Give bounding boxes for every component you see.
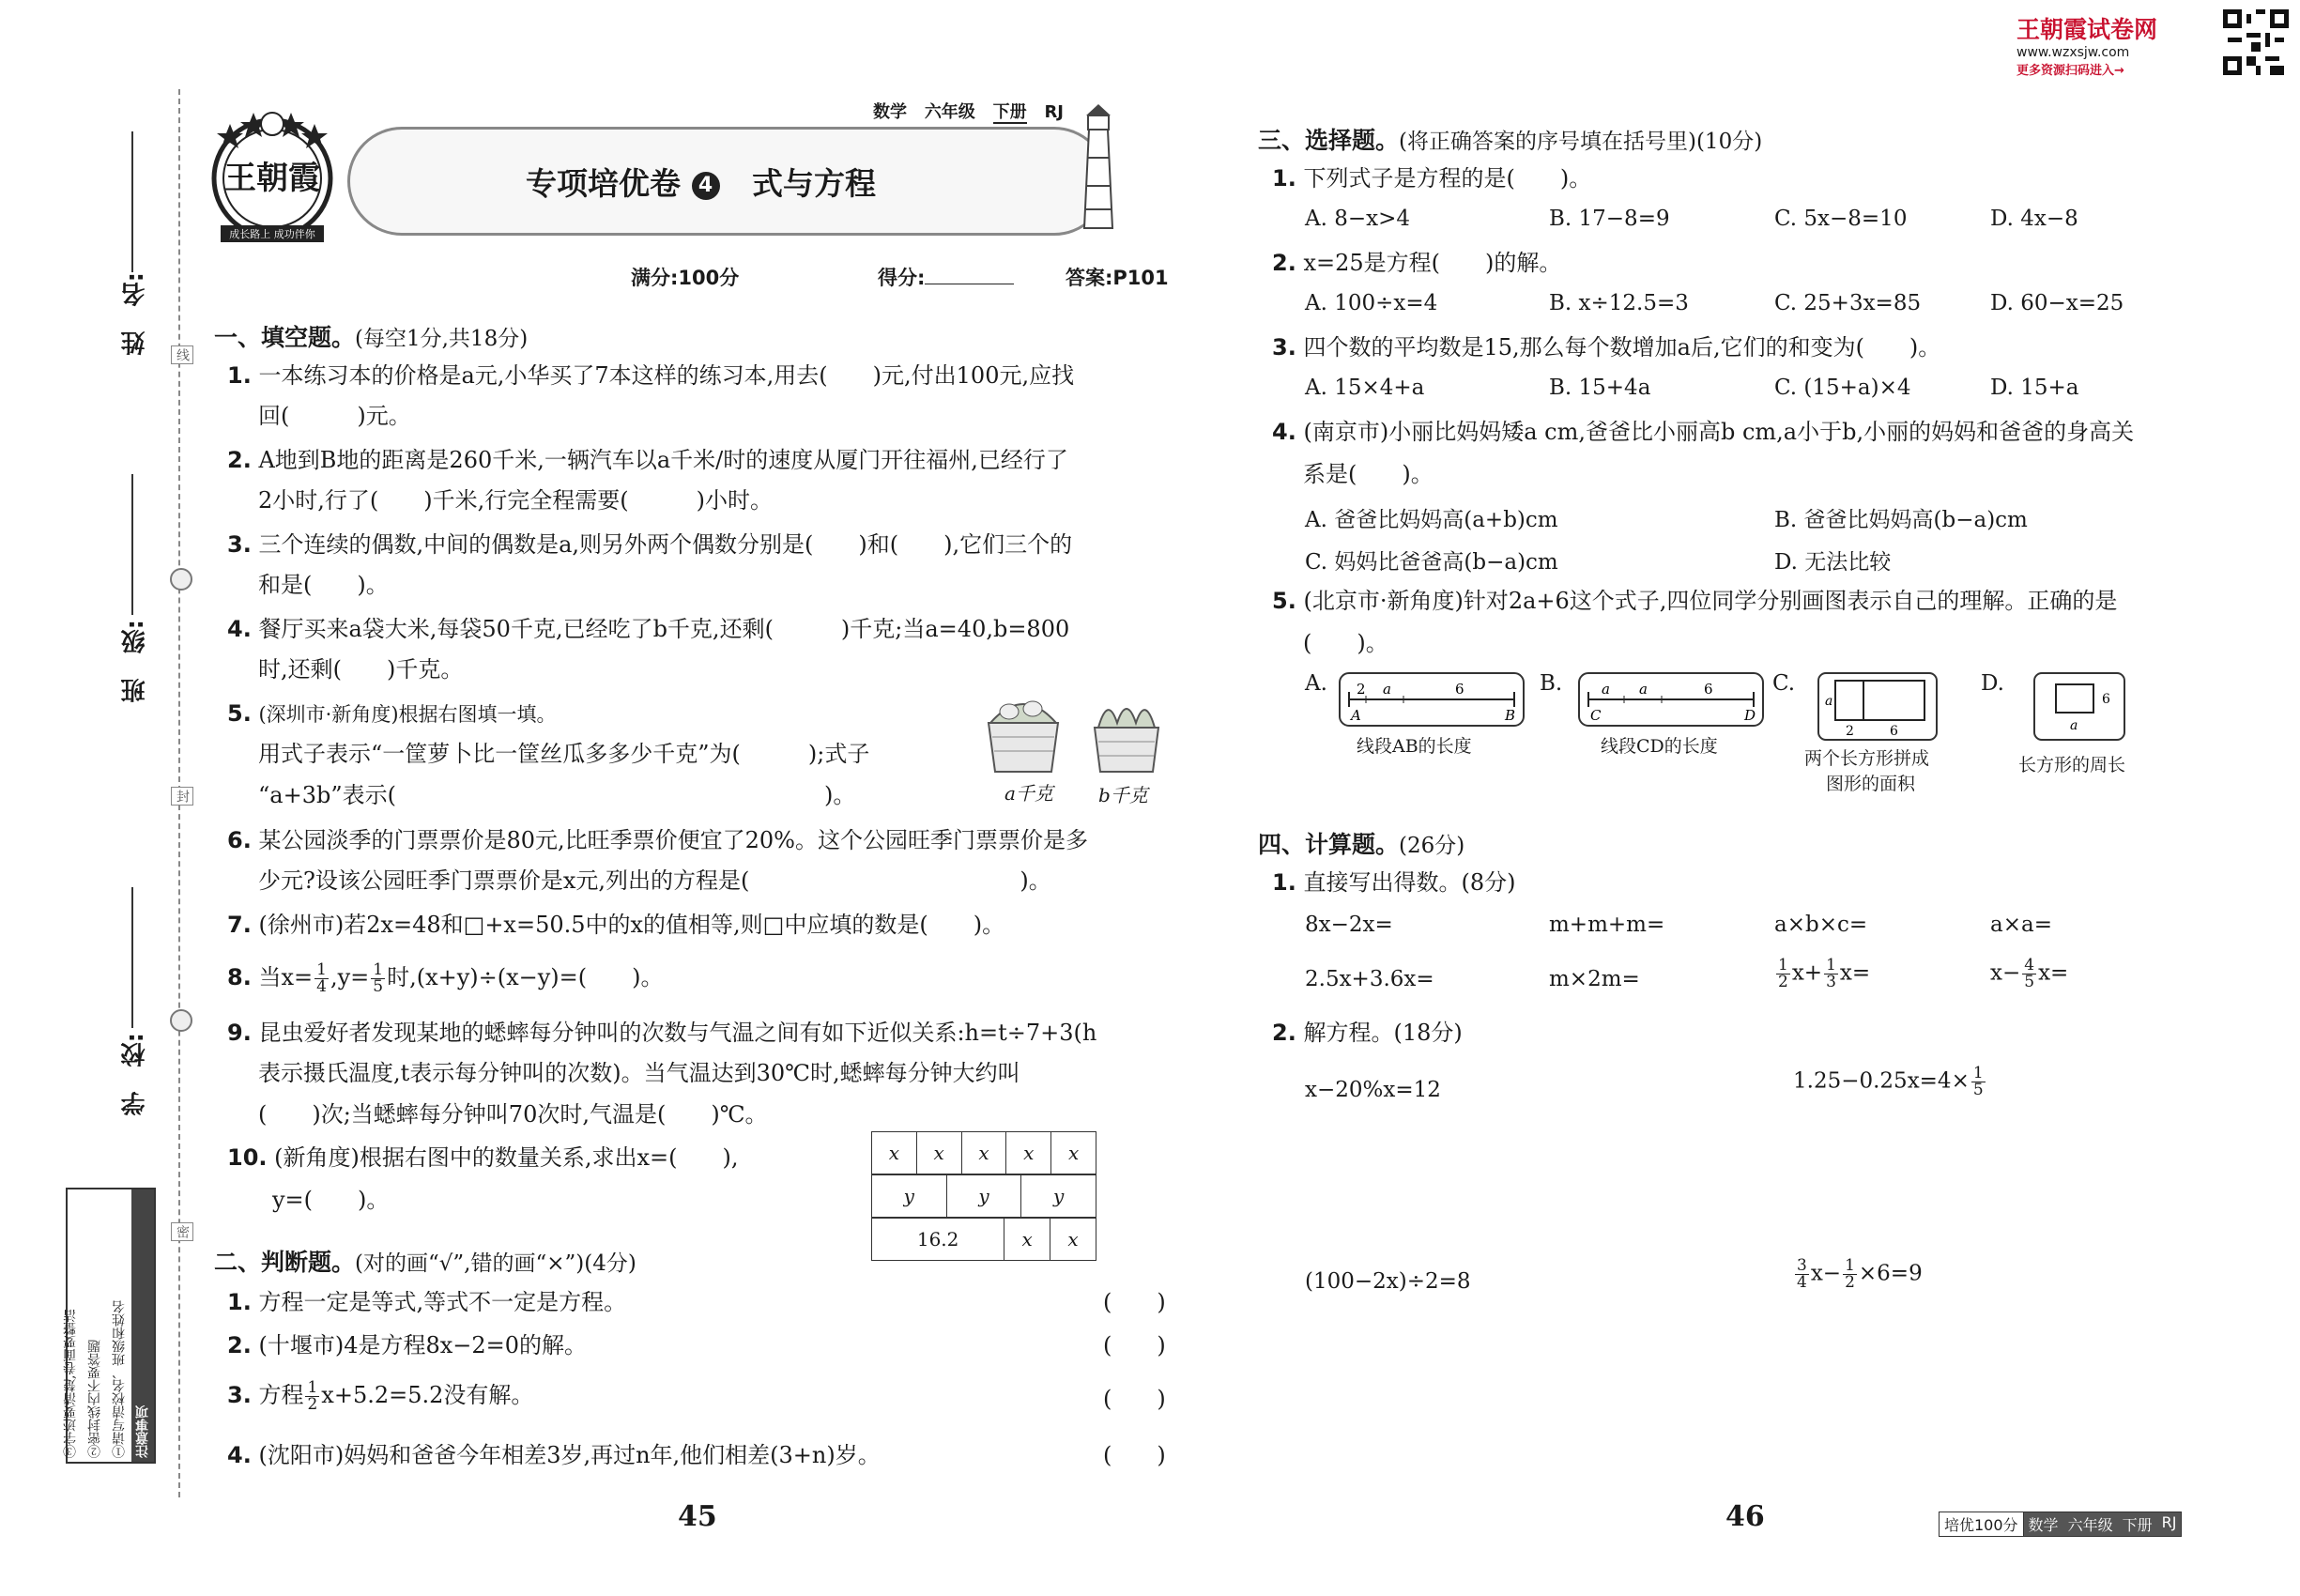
p2-q2: 2. (十堰市)4是方程8x−2=0的解。	[227, 1332, 588, 1358]
p3-q2-opt-d[interactable]: D. 60−x=25	[1990, 291, 2124, 315]
brand-name: 王朝霞试卷网	[2016, 16, 2158, 43]
footer-edition: RJ	[2157, 1512, 2182, 1536]
q10-grid	[871, 1131, 1096, 1174]
equation-4	[1793, 1258, 1923, 1291]
lighthouse-icon	[1075, 101, 1122, 237]
denominator: 2	[1778, 973, 1788, 991]
basket-a-image	[981, 685, 1066, 778]
calc-1: 8x−2x=	[1305, 913, 1393, 937]
p2-q1-text: 方程一定是等式,等式不一定是方程。	[258, 1289, 627, 1315]
numerator: 4	[2024, 956, 2035, 974]
p4-sub1: 1. 直接写出得数。(8分)	[1272, 869, 1516, 896]
p1-q1-line1: 1. 一本练习本的价格是a元,小华买了7本这样的练习本,用去( )元,付出100元,应找	[227, 362, 1075, 389]
p4-sub2-text: 解方程。(18分)	[1303, 1020, 1463, 1046]
p2-q4-text: (沈阳市)妈妈和爸爸今年相差3岁,再过n年,他们相差(3+n)岁。	[258, 1442, 881, 1468]
calc-7: $\frac{1}{2}$ x+ $\frac{1}{3}$ x=	[1778, 956, 1871, 991]
footer-grade: 六年级	[2063, 1512, 2118, 1536]
p1-q6-line1: 6. 某公园淡季的门票票价是80元,比旺季票价便宜了20%。这个公园旺季门票票价是多	[227, 827, 1088, 853]
numerator: 1	[1845, 1256, 1855, 1275]
fraction	[1776, 958, 1790, 990]
p3-q3-opt-b[interactable]: B. 15+4a	[1549, 376, 1651, 400]
p3-q1-opt-b[interactable]: B. 17−8=9	[1549, 207, 1670, 231]
part1-note: (每空1分,共18分)	[355, 327, 529, 351]
calc-4: a×a=	[1990, 913, 2052, 937]
svg-text:a: a	[2070, 718, 2078, 733]
svg-text:6: 6	[1890, 724, 1898, 739]
p1-q9-line1: 9. 昆虫爱好者发现某地的蟋蟀每分钟叫的次数与气温之间有如下近似关系:h=t÷7+3(h	[227, 1020, 1097, 1046]
p1-q3a: 三个连续的偶数,中间的偶数是a,则另外两个偶数分别是( )和( ),它们三个的	[258, 531, 1073, 558]
part1-title: 一、填空题。	[214, 324, 356, 351]
p3-q3-opt-c[interactable]: C. (15+a)×4	[1774, 376, 1911, 400]
p1-q9c: ( )次;当蟋蟀每分钟叫70次时,气温是( )℃。	[258, 1101, 768, 1128]
equation-3: (100−2x)÷2=8	[1305, 1269, 1471, 1294]
fraction	[305, 1380, 319, 1413]
title-main: 专项培优卷	[526, 165, 681, 202]
fraction	[1843, 1258, 1857, 1291]
fig-a-caption: 线段AB的长度	[1357, 736, 1472, 757]
p3-q3-opt-a[interactable]: A. 15×4+a	[1305, 376, 1425, 400]
meta-subject: 数学	[873, 102, 907, 122]
meta-volume: 下册	[992, 102, 1027, 122]
p1-q5c: “a+3b”表示( )。	[258, 782, 856, 808]
score-blank[interactable]	[925, 265, 1014, 284]
grid-cell: y	[946, 1175, 1021, 1218]
grid-cell: x	[872, 1132, 917, 1174]
numerator: 1	[1826, 956, 1836, 974]
logo	[202, 105, 343, 246]
p1-q7: 7. (徐州市)若2x=48和□+x=50.5中的x的值相等,则□中应填的数是( )。	[227, 912, 1005, 938]
p1-q1b: 回( )元。	[258, 403, 411, 429]
svg-text:C: C	[1590, 707, 1602, 724]
p1-q5b: 用式子表示“一筐萝卜比一筐丝瓜多多少千克”为( );式子	[258, 741, 870, 767]
p3-q1-opt-a[interactable]: A. 8−x>4	[1305, 207, 1411, 231]
name-line	[131, 131, 133, 272]
fraction	[371, 962, 385, 995]
p1-q3-line1: 3. 三个连续的偶数,中间的偶数是a,则另外两个偶数分别是( )和( ),它们三个的	[227, 531, 1073, 558]
denominator: 2	[307, 1395, 318, 1414]
denominator: 5	[1972, 1081, 1984, 1099]
school-line	[131, 887, 133, 1028]
p3-q5-line1: 5. (北京市·新角度)针对2a+6这个式子,四位同学分别画图表示自己的理解。正确的是	[1272, 588, 2118, 614]
denominator: 5	[2024, 973, 2035, 991]
p1-q4a: 餐厅买来a袋大米,每袋50千克,已经吃了b千克,还剩( )千克;当a=40,b=800	[258, 616, 1070, 642]
p3-q1: 1. 下列式子是方程的是( )。	[1272, 165, 1592, 192]
numerator: 1	[307, 1378, 318, 1397]
p3-q4-line1: 4. (南京市)小丽比妈妈矮a cm,爸爸比小丽高b cm,a小于b,小丽的妈妈和爸爸的身高关	[1272, 419, 2135, 445]
qr-code[interactable]	[2223, 9, 2289, 75]
fig-d-caption: 长方形的周长	[2018, 755, 2126, 775]
footer-tag	[1939, 1512, 2182, 1537]
class-line	[131, 474, 133, 615]
p3-q2-text: x=25是方程( )的解。	[1303, 250, 1562, 276]
p1-q5a: (深圳市·新角度)根据右图填一填。	[258, 703, 557, 726]
meta-edition: RJ	[1044, 102, 1064, 122]
p2-q2-text: (十堰市)4是方程8x−2=0的解。	[258, 1332, 588, 1358]
svg-text:6: 6	[1455, 681, 1464, 698]
equation-1: x−20%x=12	[1305, 1078, 1441, 1102]
p3-q4-opt-d[interactable]: D. 无法比较	[1774, 550, 1892, 575]
p3-q4-opt-c[interactable]: C. 妈妈比爸爸高(b−a)cm	[1305, 550, 1558, 575]
p2-q3-pre: 方程	[258, 1382, 304, 1408]
part1-heading	[214, 319, 528, 353]
fraction	[1795, 1258, 1809, 1291]
denominator: 4	[1797, 1273, 1807, 1292]
svg-text:B: B	[1505, 707, 1516, 724]
p1-q9b: 表示摄氏温度,t表示每分钟叫的次数)。当气温达到30℃时,蟋蟀每分钟大约叫	[258, 1060, 1020, 1086]
grid-cell-total: 16.2	[872, 1219, 1004, 1261]
svg-text:a: a	[1825, 694, 1833, 709]
fig-d-rectangle	[2032, 671, 2126, 745]
p2-q4-bracket[interactable]: ( )	[1103, 1442, 1166, 1468]
page-title	[526, 160, 876, 204]
footer-subject: 数学	[2024, 1512, 2063, 1536]
part3-title: 三、选择题。	[1258, 127, 1400, 154]
denominator: 3	[1826, 973, 1836, 991]
p3-q1-text: 下列式子是方程的是( )。	[1303, 165, 1592, 192]
part4-heading	[1258, 826, 1464, 860]
notice-title: 注意事项	[131, 1189, 154, 1462]
p3-q1-opt-c[interactable]: C. 5x−8=10	[1774, 207, 1908, 231]
calc-6: m×2m=	[1549, 967, 1640, 991]
header-meta	[873, 99, 1064, 123]
p3-q2-opt-b[interactable]: B. x÷12.5=3	[1549, 291, 1689, 315]
p1-q8-mid: ,y=	[330, 964, 370, 990]
binding-tag-secret: 密	[171, 1222, 193, 1241]
p1-q8: 8. 当x= $\frac{1}{4}$ ,y= $\frac{1}{5}$ 时,(x+y)÷(x−y)=( )。	[227, 960, 664, 996]
class-label: 班 级:	[121, 620, 149, 703]
equation-2-pre: 1.25−0.25x=4×	[1793, 1068, 1970, 1094]
p3-q3-text: 四个数的平均数是15,那么每个数增加a后,它们的和变为( )。	[1303, 334, 1941, 361]
part2-note: (对的画“√”,错的画“×”)(4分)	[355, 1251, 636, 1276]
part2-heading	[214, 1244, 636, 1278]
notice-3: ③字迹要清楚,卷面要整洁	[63, 1309, 78, 1458]
fig-d-letter[interactable]: D.	[1981, 671, 2004, 696]
p3-q4-opt-b[interactable]: B. 爸爸比妈妈高(b−a)cm	[1774, 508, 2028, 532]
fig-a-segment	[1338, 671, 1526, 731]
p1-q9a: 昆虫爱好者发现某地的蟋蟀每分钟叫的次数与气温之间有如下近似关系:h=t÷7+3(h	[258, 1020, 1097, 1046]
svg-text:6: 6	[2102, 692, 2110, 707]
equation-4-mid: x−	[1810, 1261, 1842, 1286]
part3-heading	[1258, 122, 1762, 156]
denominator: 4	[316, 977, 327, 996]
logo-sub-2: 成功伴你	[273, 228, 315, 240]
fraction	[1971, 1066, 1986, 1098]
calc-8-pre: x−	[1990, 960, 2021, 986]
p2-q1: 1. 方程一定是等式,等式不一定是方程。	[227, 1289, 627, 1315]
p4-sub1-text: 直接写出得数。(8分)	[1303, 869, 1516, 896]
meta-grade: 六年级	[924, 102, 975, 122]
numerator: 3	[1797, 1256, 1807, 1275]
part4-title: 四、计算题。	[1258, 831, 1400, 858]
page-number-left: 45	[678, 1500, 717, 1533]
p3-q1-opt-d[interactable]: D. 4x−8	[1990, 207, 2078, 231]
grid-cell: x	[916, 1132, 961, 1174]
p1-q8-pre: 当x=	[258, 964, 314, 990]
p1-q3b: 和是( )。	[258, 572, 389, 598]
name-label: 姓 名:	[121, 272, 149, 356]
basket-b-label: b千克	[1098, 784, 1148, 806]
p1-q2-line1: 2. A地到B地的距离是260千米,一辆汽车以a千米/时的速度从厦门开往福州,已经行了	[227, 447, 1068, 473]
p1-q10a: (新角度)根据右图中的数量关系,求出x=( ),	[274, 1144, 739, 1171]
denominator: 2	[1845, 1273, 1855, 1292]
fig-a-letter[interactable]: A.	[1305, 671, 1327, 696]
fig-b-caption: 线段CD的长度	[1601, 736, 1718, 757]
q10-grid-row2	[871, 1174, 1096, 1218]
numerator: 1	[1778, 956, 1788, 974]
p3-q4a: (南京市)小丽比妈妈矮a cm,爸爸比小丽高b cm,a小于b,小丽的妈妈和爸爸的身高关	[1303, 419, 2135, 445]
title-topic: 式与方程	[751, 165, 876, 202]
equation-2	[1793, 1066, 1987, 1098]
svg-text:6: 6	[1704, 681, 1713, 698]
grid-cell: x	[1006, 1132, 1051, 1174]
p2-q3-post: x+5.2=5.2没有解。	[321, 1382, 534, 1408]
svg-text:a: a	[1639, 681, 1648, 698]
p3-q5b: ( )。	[1303, 630, 1388, 656]
full-score: 满分:100分	[631, 267, 740, 289]
p3-q5a: (北京市·新角度)针对2a+6这个式子,四位同学分别画图表示自己的理解。正确的是	[1303, 588, 2118, 614]
p1-q2a: A地到B地的距离是260千米,一辆汽车以a千米/时的速度从厦门开往福州,已经行了	[258, 447, 1068, 473]
p3-q4b: 系是( )。	[1303, 461, 1434, 487]
binding-hole	[170, 1009, 192, 1032]
numerator: 1	[1972, 1064, 1984, 1082]
logo-text: 王朝霞	[224, 160, 320, 197]
grid-cell: y	[872, 1175, 947, 1218]
fig-c-rectangles	[1817, 671, 1939, 745]
calc-3: a×b×c=	[1774, 913, 1868, 937]
p1-q10b: y=( )。	[272, 1187, 390, 1213]
fig-c-caption-2: 图形的面积	[1826, 774, 1916, 794]
p1-q4-line1: 4. 餐厅买来a袋大米,每袋50千克,已经吃了b千克,还剩( )千克;当a=40,b=800	[227, 616, 1070, 642]
p2-q1-bracket[interactable]: ( )	[1103, 1289, 1166, 1315]
calc-7-tail: x=	[1839, 960, 1871, 986]
svg-text:a: a	[1383, 681, 1391, 698]
binding-tag-line: 线	[171, 345, 193, 364]
logo-sub	[222, 226, 322, 241]
logo-sub-1: 成长路上	[229, 228, 271, 240]
notice-2: ②密封线内不要答题	[87, 1340, 102, 1458]
calc-8	[1990, 958, 2068, 990]
score-field	[878, 263, 1014, 291]
calc-5: 2.5x+3.6x=	[1305, 967, 1434, 991]
school-label: 学 校:	[121, 1033, 149, 1116]
svg-text:2: 2	[1357, 681, 1366, 698]
basket-b-image	[1089, 695, 1164, 778]
fig-b-letter[interactable]: B.	[1540, 671, 1563, 696]
footer-volume: 下册	[2118, 1512, 2157, 1536]
p1-q1a: 一本练习本的价格是a元,小华买了7本这样的练习本,用去( )元,付出100元,应找	[258, 362, 1075, 389]
p3-q2-opt-c[interactable]: C. 25+3x=85	[1774, 291, 1922, 315]
p1-q4b: 时,还剩( )千克。	[258, 656, 464, 683]
fig-c-letter[interactable]: C.	[1772, 671, 1796, 696]
p4-sub2: 2. 解方程。(18分)	[1272, 1020, 1463, 1046]
p1-q7-text: (徐州市)若2x=48和□+x=50.5中的x的值相等,则□中应填的数是( )。	[258, 912, 1005, 938]
p1-q6b: 少元?设该公园旺季门票票价是x元,列出的方程是( )。	[258, 867, 1051, 894]
binding-hole	[170, 568, 192, 591]
p3-q4-opt-a[interactable]: A. 爸爸比妈妈高(a+b)cm	[1305, 508, 1558, 532]
answer-ref: 答案:P101	[1066, 267, 1169, 289]
p1-q10-line1: 10. (新角度)根据右图中的数量关系,求出x=( ),	[227, 1144, 739, 1171]
part3-note: (将正确答案的序号填在括号里)(10分)	[1399, 130, 1763, 154]
fig-c-caption-1: 两个长方形拼成	[1804, 748, 1930, 769]
equation-4-tail: ×6=9	[1858, 1261, 1923, 1286]
svg-text:A: A	[1351, 707, 1361, 724]
grid-cell: y	[1021, 1175, 1096, 1218]
notice-box	[63, 1188, 156, 1464]
p1-q2b: 2小时,行了( )千米,行完全程需要( )小时。	[258, 487, 773, 514]
p3-q2-opt-a[interactable]: A. 100÷x=4	[1305, 291, 1438, 315]
brand-url: www.wzxsjw.com	[2016, 45, 2130, 60]
p2-q2-bracket[interactable]: ( )	[1103, 1332, 1166, 1358]
p1-q5-line1: 5. (深圳市·新角度)根据右图填一填。	[227, 700, 557, 727]
grid-cell: x	[1004, 1219, 1050, 1261]
fraction	[1824, 958, 1838, 990]
q10-grid-row3	[871, 1218, 1096, 1261]
svg-text:D: D	[1744, 707, 1756, 724]
basket-a-label: a千克	[1004, 782, 1053, 805]
fraction	[314, 962, 329, 995]
grid-cell: x	[961, 1132, 1006, 1174]
p2-q4: 4. (沈阳市)妈妈和爸爸今年相差3岁,再过n年,他们相差(3+n)岁。	[227, 1442, 881, 1468]
page-number-right: 46	[1725, 1500, 1765, 1533]
svg-text:2: 2	[1846, 724, 1854, 739]
fig-b-segment	[1577, 671, 1765, 731]
part4-note: (26分)	[1399, 834, 1465, 858]
calc-2: m+m+m=	[1549, 913, 1665, 937]
footer-tag-label: 培优100分	[1940, 1512, 2024, 1536]
p3-q3: 3. 四个数的平均数是15,那么每个数增加a后,它们的和变为( )。	[1272, 334, 1941, 361]
p2-q3-bracket[interactable]: ( )	[1103, 1386, 1166, 1412]
p3-q2: 2. x=25是方程( )的解。	[1272, 250, 1562, 276]
p2-q3: 3. 方程 $\frac{1}{2}$ x+5.2=5.2没有解。	[227, 1378, 534, 1414]
numerator: 1	[373, 960, 384, 979]
numerator: 1	[316, 960, 327, 979]
svg-text:a: a	[1602, 681, 1610, 698]
denominator: 5	[373, 977, 384, 996]
grid-cell: x	[1050, 1219, 1096, 1261]
score-label: 得分:	[878, 267, 926, 289]
brand-badge	[2016, 11, 2214, 78]
p1-q8-post: 时,(x+y)÷(x−y)=( )。	[387, 964, 664, 990]
brand-hint: 更多资源扫码进入→	[2016, 64, 2124, 78]
fraction	[2022, 958, 2036, 990]
p1-q6a: 某公园淡季的门票票价是80元,比旺季票价便宜了20%。这个公园旺季门票票价是多	[258, 827, 1088, 853]
notice-1: ①请写清校名、班级和姓名	[112, 1300, 127, 1458]
part2-title: 二、判断题。	[214, 1249, 356, 1276]
grid-cell: x	[1051, 1132, 1096, 1174]
calc-8-tail: x=	[2038, 960, 2069, 986]
p3-q3-opt-d[interactable]: D. 15+a	[1990, 376, 2079, 400]
title-number: 4	[692, 172, 720, 200]
binding-tag-seal: 封	[171, 787, 193, 806]
